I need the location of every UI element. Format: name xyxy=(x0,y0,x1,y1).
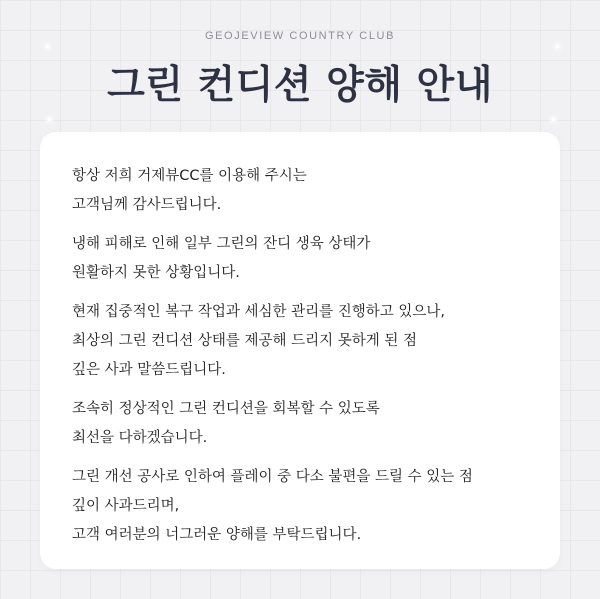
notice-line: 냉해 피해로 인해 일부 그린의 잔디 생육 상태가 xyxy=(72,236,371,252)
notice-line: 원활하지 못한 상황입니다. xyxy=(72,265,240,281)
notice-paragraph-recovery xyxy=(72,395,542,453)
notice-paragraph-apology xyxy=(72,298,542,385)
club-name: GEOJEVIEW COUNTRY CLUB xyxy=(204,30,396,42)
notice-line: 최선을 다하겠습니다. xyxy=(72,430,208,446)
notice-line: 고객님께 감사드립니다. xyxy=(72,197,222,213)
notice-paragraph-greeting xyxy=(72,162,542,220)
background-sparkle xyxy=(556,45,559,48)
notice-line: 항상 저희 거제뷰CC를 이용해 주시는 xyxy=(72,168,307,184)
notice-line: 그린 개선 공사로 인하여 플레이 중 다소 불편을 드릴 수 있는 점 xyxy=(72,469,473,485)
notice-paragraph-damage xyxy=(72,230,542,288)
background-sparkle xyxy=(48,118,51,121)
notice-line: 현재 집중적인 복구 작업과 세심한 관리를 진행하고 있으나, xyxy=(72,304,446,320)
background-sparkle xyxy=(46,45,49,48)
notice-paragraph-request xyxy=(72,463,542,550)
notice-line: 조속히 정상적인 그린 컨디션을 회복할 수 있도록 xyxy=(72,401,380,417)
notice-line: 최상의 그린 컨디션 상태를 제공해 드리지 못하게 된 점 xyxy=(72,333,418,349)
page-title: 그린 컨디션 양해 안내 xyxy=(107,63,493,108)
notice-body xyxy=(72,162,542,560)
notice-line: 고객 여러분의 너그러운 양해를 부탁드립니다. xyxy=(72,527,362,543)
notice-card xyxy=(40,132,560,569)
background-sparkle xyxy=(552,118,555,121)
notice-line: 깊이 사과드리며, xyxy=(72,498,180,514)
notice-line: 깊은 사과 말씀드립니다. xyxy=(72,362,226,378)
